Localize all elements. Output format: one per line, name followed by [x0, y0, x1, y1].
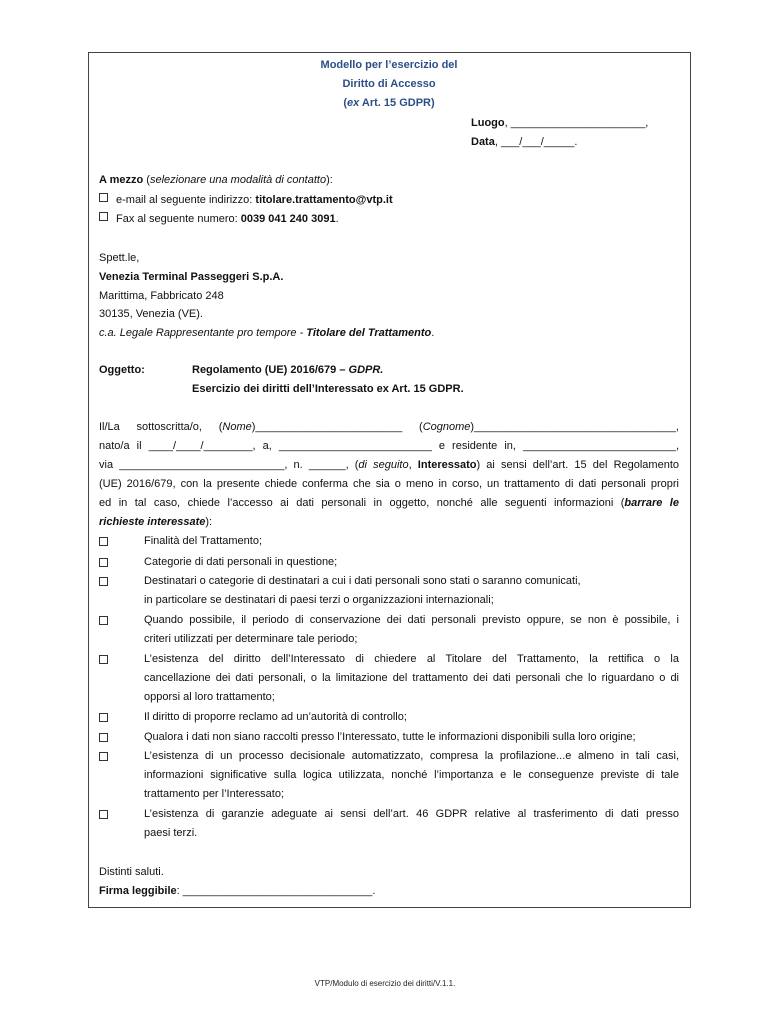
- page-footer: VTP/Modulo di esercizio dei diritti/V.1.1.: [314, 979, 456, 988]
- list-item: paesi terzi.: [144, 827, 198, 839]
- address-line1: Marittima, Fabbricato 248: [99, 290, 224, 302]
- subject-line1: Regolamento (UE) 2016/679 – GDPR.: [192, 364, 384, 376]
- list-item: Finalità del Trattamento;: [144, 535, 263, 547]
- luogo-field[interactable]: Luogo, ______________________,: [471, 117, 649, 129]
- closing-regards: Distinti saluti.: [99, 866, 164, 878]
- form-title-line1: Modello per l’esercizio del: [320, 59, 458, 71]
- list-item: trattamento per l’Interessato;: [144, 788, 285, 800]
- item-checkbox-6[interactable]: [99, 713, 108, 722]
- body-name-line[interactable]: Il/La sottoscritta/o, (Nome)________________________ (Cognome)_________________________________,: [99, 421, 679, 433]
- item-checkbox-8[interactable]: [99, 752, 108, 761]
- signature-field[interactable]: Firma leggibile: _______________________________.: [99, 885, 376, 897]
- contact-fax-option[interactable]: Fax al seguente numero: 0039 041 240 3091.: [99, 212, 339, 226]
- checkbox-icon[interactable]: [99, 193, 108, 202]
- list-item: Il diritto di proporre reclamo ad un’autorità di controllo;: [144, 711, 407, 723]
- contact-email-option[interactable]: e-mail al seguente indirizzo: titolare.trattamento@vtp.it: [99, 193, 393, 207]
- item-checkbox-4[interactable]: [99, 616, 108, 625]
- item-checkbox-3[interactable]: [99, 577, 108, 586]
- item-checkbox-5[interactable]: [99, 655, 108, 664]
- list-item: L’esistenza di un processo decisionale automatizzato, compresa la profilazione...e almeno in tali casi,: [144, 750, 679, 762]
- list-item: Qualora i dati non siano raccolti presso l’Interessato, tutte le informazioni disponibili sulla loro origine;: [144, 731, 636, 743]
- address-line2: 30135, Venezia (VE).: [99, 308, 203, 320]
- list-item: cancellazione dei dati personali, o la limitazione del trattamento dei dati personali che lo riguardano o di: [144, 672, 679, 684]
- checkbox-icon[interactable]: [99, 212, 108, 221]
- form-title-line2: Diritto di Accesso: [342, 78, 436, 90]
- body-birth-line[interactable]: nato/a il ____/____/________, a, _________________________ e residente in, _________________________,: [99, 440, 679, 452]
- list-item: Quando possibile, il periodo di conservazione dei dati personali previsto oppure, se non è possibile, i: [144, 614, 679, 626]
- body-text-line5: ed in tal caso, chiede l’accesso ai dati personali in oggetto, nonché alle seguenti informazioni (barrare le: [99, 497, 679, 509]
- body-address-line[interactable]: via ___________________________, n. ______, (di seguito, Interessato) ai sensi dell’art. 15 del Regolamento: [99, 459, 679, 471]
- list-item: opporsi al loro trattamento;: [144, 691, 275, 703]
- subject-line2: Esercizio dei diritti dell’Interessato ex Art. 15 GDPR.: [192, 383, 464, 395]
- list-item: Categorie di dati personali in questione;: [144, 556, 338, 568]
- list-item: in particolare se destinatari di paesi terzi o organizzazioni internazionali;: [144, 594, 494, 606]
- item-checkbox-9[interactable]: [99, 810, 108, 819]
- contact-heading: A mezzo (selezionare una modalità di contatto):: [99, 174, 333, 186]
- item-checkbox-1[interactable]: [99, 537, 108, 546]
- company-name: Venezia Terminal Passeggeri S.p.A.: [99, 271, 284, 283]
- item-checkbox-2[interactable]: [99, 558, 108, 567]
- data-field[interactable]: Data, ___/___/_____.: [471, 136, 578, 148]
- item-checkbox-7[interactable]: [99, 733, 108, 742]
- attention-line: c.a. Legale Rappresentante pro tempore - Titolare del Trattamento.: [99, 327, 435, 339]
- salutation: Spett.le,: [99, 252, 140, 264]
- list-item: criteri utilizzati per determinare tale periodo;: [144, 633, 358, 645]
- list-item: L’esistenza del diritto dell’Interessato di chiedere al Titolare del Trattamento, la rettifica o la: [144, 653, 679, 665]
- subject-label: Oggetto:: [99, 364, 145, 376]
- list-item: Destinatari o categorie di destinatari a cui i dati personali sono stati o saranno comunicati,: [144, 575, 581, 587]
- body-text-line4: (UE) 2016/679, con la presente chiede conferma che sia o meno in corso, un trattamento di dati personali propri: [99, 478, 679, 490]
- form-title-line3: (ex Art. 15 GDPR): [343, 97, 435, 109]
- list-item: informazioni significative sulla logica utilizzata, nonché l’importanza e le conseguenze previste di tale: [144, 769, 679, 781]
- body-text-line6: richieste interessate):: [99, 516, 213, 528]
- list-item: L’esistenza di garanzie adeguate ai sensi dell’art. 46 GDPR relative al trasferimento di dati presso: [144, 808, 679, 820]
